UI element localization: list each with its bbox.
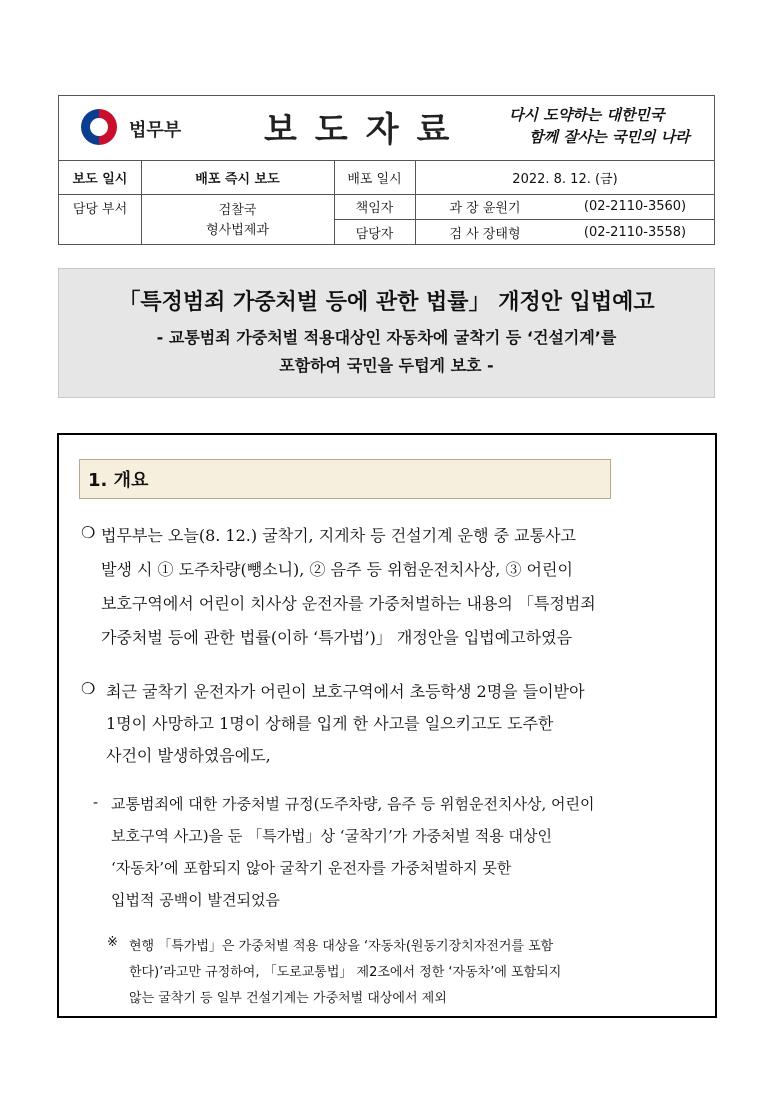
release-time-label: 보도 일시 <box>72 171 128 187</box>
note-line-1: 현행 「특가법」은 가중처벌 적용 대상을 ‘자동차(원동기장치자전거를 포함 <box>129 939 554 954</box>
ministry-logo-icon <box>81 109 117 145</box>
press-release-title: 보도자료 <box>264 110 468 150</box>
manager-phone: (02-2110-3560) <box>583 199 687 214</box>
dash-bullet: - <box>93 793 99 811</box>
note-line-2: 한다)’라고만 규정하여, 「도로교통법」 제2조에서 정한 ‘자동차’에 포함되지 <box>129 965 562 980</box>
circle-bullet-icon: ❍ <box>81 679 96 698</box>
ministry-name: 법무부 <box>129 120 182 141</box>
bullet1-line-2: 발생 시 ① 도주차량(뺑소니), ② 음주 등 위험운전치사상, ③ 어린이 <box>101 560 573 579</box>
slogan-line-2: 함께 잘사는 국민의 나라 <box>529 128 690 146</box>
slogan <box>509 104 704 148</box>
release-time-value: 배포 즉시 보도 <box>195 171 280 187</box>
bullet1-line-4: 가중처벌 등에 관한 법률(이하 ‘특가법’)」 개정안을 입법예고하였음 <box>101 628 573 647</box>
subbullet-line-4: 입법적 공백이 발견되었음 <box>111 891 280 909</box>
note-line-3: 않는 굴착기 등 일부 건설기계는 가중처벌 대상에서 제외 <box>129 991 447 1006</box>
department-label: 담당 부서 <box>72 201 128 217</box>
sub-bullet-paragraph <box>93 793 703 923</box>
headline-title: 「특정범죄 가중처벌 등에 관한 법률」 개정안 입법예고 <box>118 290 655 315</box>
manager-role: 책임자 <box>355 201 394 216</box>
bullet1-line-1: 법무부는 오늘(8. 12.) 굴착기, 지게차 등 건설기계 운행 중 교통사고 <box>101 526 576 545</box>
press-header-table <box>58 95 715 245</box>
headline-subtitle-line-2: 포함하여 국민을 두텁게 보호 - <box>279 356 494 375</box>
department-division: 형사법제과 <box>206 222 269 238</box>
subbullet-line-3: ‘자동차’에 포함되지 않아 굴착기 운전자를 가중처벌하지 못한 <box>111 859 512 877</box>
body-frame <box>57 433 717 1018</box>
bullet1-line-3: 보호구역에서 어린이 치사상 운전자를 가중처벌하는 내용의 「특정범죄 <box>101 594 596 613</box>
note-paragraph <box>107 935 707 1015</box>
subbullet-line-2: 보호구역 사고)을 둔 「특가법」상 ‘굴착기’가 가중처벌 적용 대상인 <box>111 827 553 845</box>
headline-box <box>58 268 715 398</box>
circle-bullet-icon: ❍ <box>81 523 96 542</box>
headline-subtitle-line-1: - 교통범죄 가중처벌 적용대상인 자동차에 굴착기 등 ‘건설기계’를 <box>156 328 617 347</box>
slogan-line-1: 다시 도약하는 대한민국 <box>509 106 665 124</box>
bullet2-line-3: 사건이 발생하였음에도, <box>106 746 271 765</box>
headline-subtitle <box>59 324 714 380</box>
department-bureau: 검찰국 <box>218 202 257 218</box>
section-heading: 1. 개요 <box>79 459 611 499</box>
reference-mark-icon: ※ <box>107 935 118 950</box>
distribution-time-value: 2022. 8. 12. (금) <box>512 171 618 187</box>
manager-name: 과 장 윤원기 <box>449 201 521 216</box>
bullet2-line-1: 최근 굴착기 운전자가 어린이 보호구역에서 초등학생 2명을 들이받아 <box>106 682 585 701</box>
bullet-paragraph-2 <box>81 679 701 779</box>
bullet2-line-2: 1명이 사망하고 1명이 상해를 입게 한 사고를 일으키고도 도주한 <box>106 714 554 733</box>
distribution-time-label: 배포 일시 <box>347 171 402 187</box>
staff-role: 담당자 <box>355 226 394 242</box>
subbullet-line-1: 교통범죄에 대한 가중처벌 규정(도주차량, 음주 등 위험운전치사상, 어린이 <box>111 795 595 813</box>
staff-name: 검 사 장태형 <box>449 226 521 242</box>
staff-phone: (02-2110-3558) <box>583 224 687 240</box>
bullet-paragraph-1 <box>81 523 701 653</box>
